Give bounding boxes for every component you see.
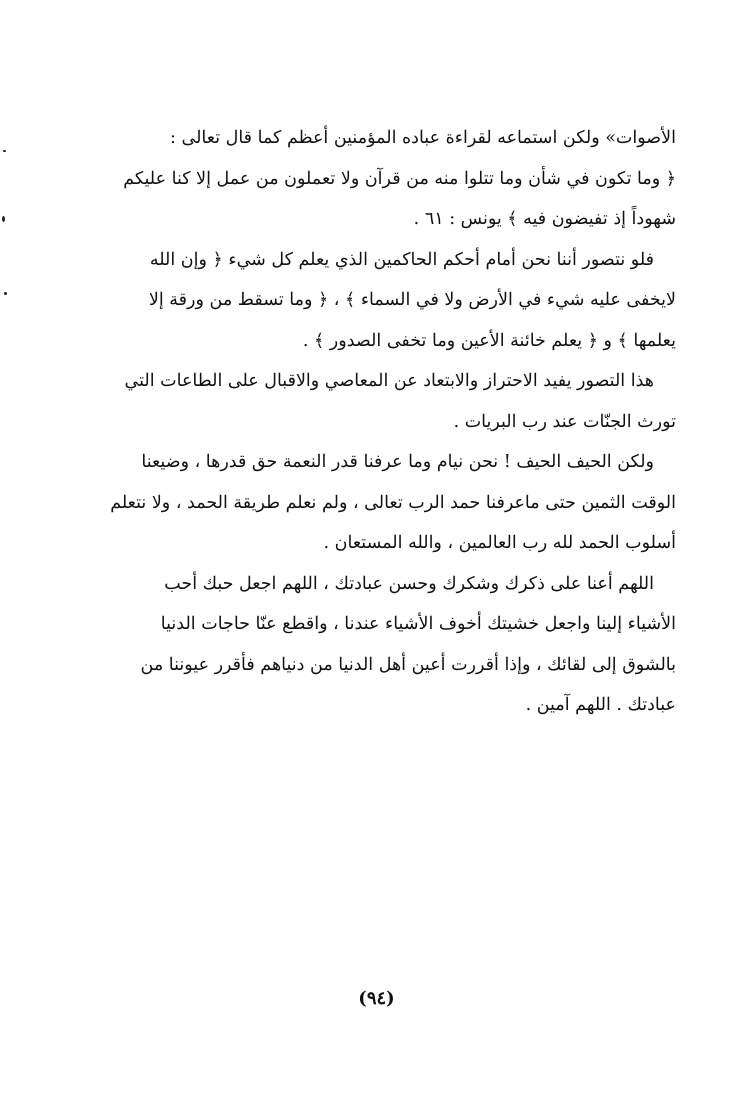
page-body-text xyxy=(56,118,676,726)
text-line: فلو نتصور أننا نحن أمام أحكم الحاكمين الذي يعلم كل شيء ﴿ وإن الله xyxy=(149,249,654,270)
text-line: عبادتك . اللهم آمين . xyxy=(525,695,676,715)
text-line: لايخفى عليه شيء في الأرض ولا في السماء ﴾ ، ﴿ وما تسقط من ورقة إلا xyxy=(148,290,676,310)
text-line: أسلوب الحمد لله رب العالمين ، والله المستعان . xyxy=(323,533,676,553)
text-line: الوقت الثمين حتى ماعرفنا حمد الرب تعالى ، ولم نعلم طريقة الحمد ، ولا نتعلم xyxy=(110,492,676,513)
text-line: اللهم أعنا على ذكرك وشكرك وحسن عبادتك ، اللهم اجعل حبك أحب xyxy=(164,573,654,594)
text-line: الأشياء إلينا واجعل خشيتك أخوف الأشياء عندنا ، واقطع عنّا حاجات الدنيا xyxy=(160,614,676,634)
text-line: بالشوق إلى لقائك ، وإذا أقررت أعين أهل الدنيا من دنياهم فأقرر عيوننا من xyxy=(140,654,676,675)
text-line: ﴿ وما تكون في شأن وما تتلوا منه من قرآن ولا تعملون من عمل إلا كنا عليكم xyxy=(123,168,676,189)
text-line: تورث الجنّات عند رب البريات . xyxy=(453,411,676,432)
page-number: (٩٤) xyxy=(358,988,395,1009)
text-line: الأصوات» ولكن استماعه لقراءة عباده المؤمنين أعظم كما قال تعالى : xyxy=(170,128,676,148)
edge-mark-lower xyxy=(4,292,7,295)
text-line: ولكن الحيف الحيف ! نحن نيام وما عرفنا قدر النعمة حق قدرها ، وضيعنا xyxy=(141,452,654,472)
edge-mark-top xyxy=(3,150,6,152)
text-line: شهوداً إذ تفيضون فيه ﴾ يونس : ٦١ . xyxy=(413,209,676,229)
text-line: يعلمها ﴾ و ﴿ يعلم خائنة الأعين وما تخفى الصدور ﴾ . xyxy=(302,330,676,351)
edge-mark-middle xyxy=(2,216,5,222)
text-line: هذا التصور يفيد الاحتراز والابتعاد عن المعاصي والاقبال على الطاعات التي xyxy=(124,371,654,391)
